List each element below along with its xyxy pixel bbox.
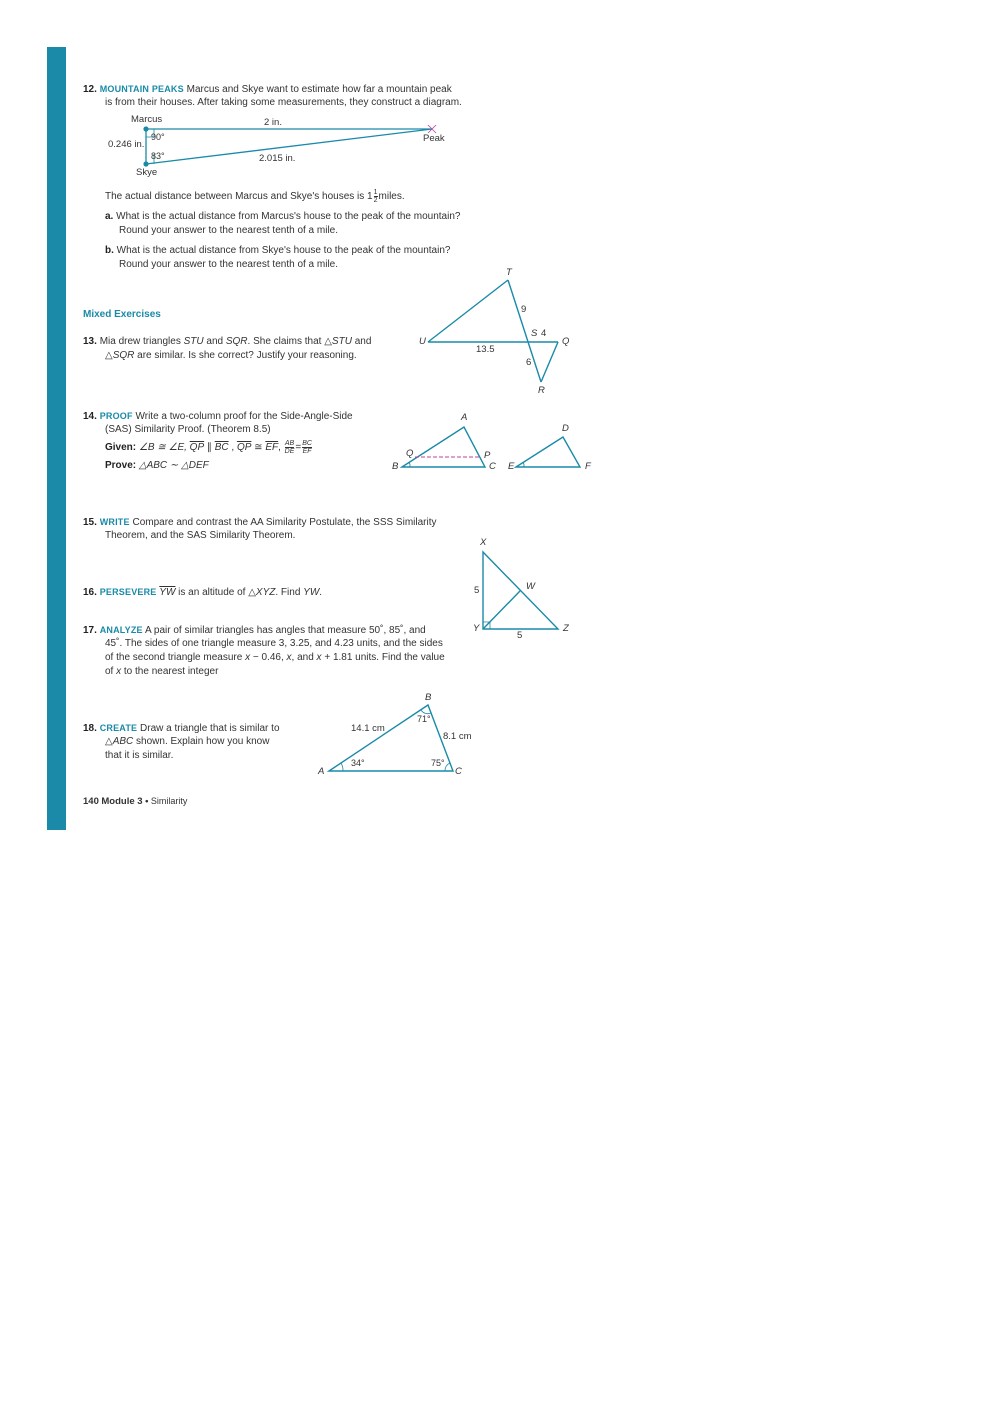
q17-t4: + 1.81 units. Find the value xyxy=(321,652,445,663)
label-bottom-length: 2.015 in. xyxy=(259,153,296,164)
angle-A-mark xyxy=(341,763,343,771)
given-label: Given: xyxy=(105,442,137,454)
q14-label-B: B xyxy=(392,461,399,472)
q18-angle-A: 34° xyxy=(351,758,365,768)
q18-t1: △ xyxy=(105,736,113,747)
q13-label-U: U xyxy=(419,336,426,347)
label-angle-90: 90° xyxy=(151,132,165,142)
label-marcus: Marcus xyxy=(131,114,163,125)
page-footer xyxy=(83,796,187,807)
q18-text-3: that it is similar. xyxy=(105,750,174,761)
q14-label-A: A xyxy=(461,412,468,423)
frac-ef: EF xyxy=(302,448,312,455)
q12-text-2: is from their houses. After taking some measurements, they construct a diagram. xyxy=(105,97,462,108)
q16-yw2: YW xyxy=(303,587,320,598)
q14-number: 14. xyxy=(83,411,97,422)
q17-x3: x xyxy=(316,652,322,663)
q18-keyword: CREATE xyxy=(99,723,138,733)
q17-text-2: 45˚. The sides of one triangle measure 3, 3.25, and 4.23 units, and the sides xyxy=(105,638,443,649)
footer-bullet: • xyxy=(145,796,149,807)
given-parallel: ∥ xyxy=(204,442,215,454)
q17-t6: to the nearest integer xyxy=(121,666,219,677)
frac-num: 1 xyxy=(373,189,378,196)
prove-statement: △ABC ∼ △DEF xyxy=(138,460,209,471)
label-peak: Peak xyxy=(423,133,445,144)
frac-den: 2 xyxy=(373,197,378,204)
q14-label-D: D xyxy=(562,423,569,434)
mixed-exercises-heading: Mixed Exercises xyxy=(83,309,161,320)
q17-x4: x xyxy=(116,666,122,677)
q13-label-T: T xyxy=(506,267,512,278)
q17-t3: , and xyxy=(291,652,317,663)
q13-label-6: 6 xyxy=(526,357,532,368)
q13-t3: . She claims that △ xyxy=(247,336,332,347)
q12-text-1: Marcus and Skye want to estimate how far a mountain peak xyxy=(186,84,452,95)
prove-label: Prove: xyxy=(105,460,137,471)
q18-angle-B: 71° xyxy=(417,714,431,724)
q16-xyz: XYZ xyxy=(255,587,276,598)
q16-t1: is an altitude of △ xyxy=(175,587,256,598)
given-comma: , xyxy=(228,442,237,454)
q13-label-S: S xyxy=(531,328,538,339)
q16-label-5-left: 5 xyxy=(474,585,480,596)
q17-keyword: ANALYZE xyxy=(99,625,143,635)
q17-text-1: A pair of similar triangles has angles that measure 50˚, 85˚, and xyxy=(145,625,426,636)
q16-label-W: W xyxy=(526,581,535,592)
q13-label-R: R xyxy=(538,385,545,396)
q14-label-E: E xyxy=(508,461,515,472)
q14-label-C: C xyxy=(489,461,496,472)
q12b-line2: Round your answer to the nearest tenth of a mile. xyxy=(119,259,339,270)
q12b-label: b. xyxy=(105,245,114,256)
q13-stu2: STU xyxy=(331,336,352,347)
given-angles: ∠B ≅ ∠E, xyxy=(138,442,190,454)
q18-t2: shown. Explain how you know xyxy=(133,736,270,747)
q17-x2: x xyxy=(286,652,292,663)
given-eq: = xyxy=(295,442,302,454)
given-qp: $\overline{QP}$ xyxy=(189,442,205,454)
q18-label-B: B xyxy=(425,692,432,703)
given-qp2: $\overline{QP}$ xyxy=(236,442,252,454)
q16-number: 16. xyxy=(83,587,97,598)
given-comma2: , xyxy=(278,442,284,454)
q13-label-13-5: 13.5 xyxy=(476,344,495,355)
q16-yw: $\overline{YW}$ xyxy=(159,587,176,598)
q16-label-5-bottom: 5 xyxy=(517,630,523,641)
q18-label-C: C xyxy=(455,766,462,777)
label-left-length: 0.246 in. xyxy=(108,139,145,150)
q16-t2: . Find xyxy=(275,587,304,598)
q16-t3: . xyxy=(319,587,323,598)
frac-bc: BC xyxy=(302,440,312,447)
q12a-label: a. xyxy=(105,211,114,222)
given-cong: ≅ xyxy=(251,442,266,454)
q15-text-1: Compare and contrast the AA Similarity Postulate, the SSS Similarity xyxy=(132,517,437,528)
label-top-length: 2 in. xyxy=(264,117,282,128)
q12a-line2: Round your answer to the nearest tenth of a mile. xyxy=(119,225,339,236)
q16-label-Y: Y xyxy=(473,623,480,634)
q12-keyword: MOUNTAIN PEAKS xyxy=(99,84,184,94)
q12a-text: What is the actual distance from Marcus's house to the peak of the mountain? xyxy=(116,211,461,222)
q13-t1: Mia drew triangles xyxy=(99,336,184,347)
q18-text-1: Draw a triangle that is similar to xyxy=(140,723,280,734)
module-label: Module 3 xyxy=(101,796,143,807)
module-topic: Similarity xyxy=(150,796,188,806)
q13-label-Q: Q xyxy=(562,336,570,347)
q14-keyword: PROOF xyxy=(99,411,133,421)
q17-t1: of the second triangle measure xyxy=(105,652,246,663)
label-skye: Skye xyxy=(136,167,158,178)
q12b-text: What is the actual distance from Skye's house to the peak of the mountain? xyxy=(116,245,451,256)
q14-text-1: Write a two-column proof for the Side-Angle-Side xyxy=(135,411,353,422)
q17-t2: − 0.46, xyxy=(250,652,287,663)
q13-sqr2: SQR xyxy=(112,350,135,361)
given-ef: $\overline{EF}$ xyxy=(265,442,279,454)
q14-label-Q: Q xyxy=(406,448,414,459)
q17-t5: of xyxy=(105,666,117,677)
frac-ab: AB xyxy=(284,440,295,447)
q15-keyword: WRITE xyxy=(99,517,130,527)
label-angle-83: 83° xyxy=(151,151,165,161)
q13-t4: and xyxy=(351,336,372,347)
q16-keyword: PERSEVERE xyxy=(99,587,157,597)
q18-abc: ABC xyxy=(112,736,134,747)
q13-sqr: SQR xyxy=(225,336,248,347)
q13-stu: STU xyxy=(183,336,204,347)
q13-t2: and xyxy=(203,336,226,347)
q18-angle-C: 75° xyxy=(431,758,445,768)
q17-number: 17. xyxy=(83,625,97,636)
q13-label-9: 9 xyxy=(521,304,527,315)
q18-number: 18. xyxy=(83,723,97,734)
q12-actual-text: The actual distance between Marcus and Skye's houses is 1 xyxy=(105,191,373,203)
q15-number: 15. xyxy=(83,517,97,528)
page-number: 140 xyxy=(83,796,99,807)
frac-de: DE xyxy=(284,448,295,455)
q13-t6: are similar. Is she correct? Justify your reasoning. xyxy=(134,350,357,361)
q16-label-X: X xyxy=(480,537,487,548)
q12-number: 12. xyxy=(83,84,97,95)
q13-label-4: 4 xyxy=(541,328,547,339)
q17-x1: x xyxy=(245,652,251,663)
q18-side-BC: 8.1 cm xyxy=(443,731,472,742)
q18-label-A: A xyxy=(318,766,325,777)
q18-side-AB: 14.1 cm xyxy=(351,723,385,734)
q16-label-Z: Z xyxy=(563,623,569,634)
q13-number: 13. xyxy=(83,336,97,347)
q14-text-2: (SAS) Similarity Proof. (Theorem 8.5) xyxy=(105,424,271,435)
angle-C-mark xyxy=(445,763,450,771)
q14-label-F: F xyxy=(585,461,591,472)
q15-text-2: Theorem, and the SAS Similarity Theorem. xyxy=(105,530,296,541)
q14-label-P: P xyxy=(484,450,491,461)
q13-t5: △ xyxy=(105,350,113,361)
q12-actual-unit: miles. xyxy=(378,191,405,203)
given-bc: $\overline{BC}$ xyxy=(214,442,229,454)
